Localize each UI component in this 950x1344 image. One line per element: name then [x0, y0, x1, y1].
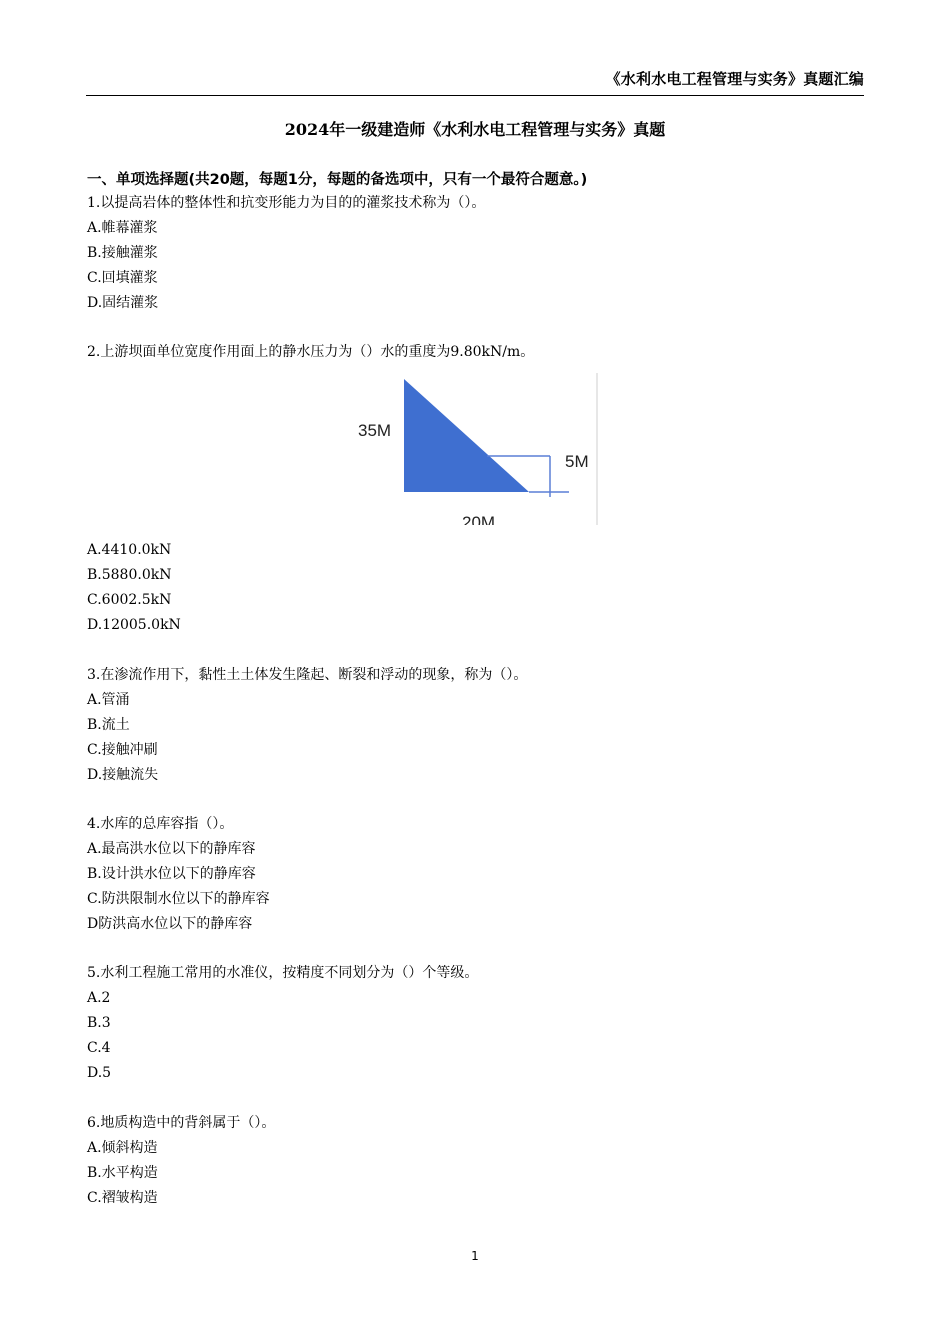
question-6	[87, 1111, 867, 1211]
option-c: C.回填灌浆	[87, 270, 158, 286]
question-stem: 3.在渗流作用下，黏性土土体发生隆起、断裂和浮动的现象，称为（）。	[87, 667, 528, 683]
option-a: A.管涌	[87, 692, 130, 708]
question-3	[87, 663, 867, 788]
page-number: 1	[471, 1249, 479, 1263]
question-stem: 1.以提高岩体的整体性和抗变形能力为目的的灌浆技术称为（）。	[87, 195, 486, 211]
question-stem: 5.水利工程施工常用的水准仪，按精度不同划分为（）个等级。	[87, 965, 479, 981]
question-1	[87, 191, 867, 316]
option-d: D.接触流失	[87, 767, 159, 783]
option-a: A.2	[87, 990, 111, 1006]
option-d: D防洪高水位以下的静库容	[87, 916, 253, 932]
option-a: A.倾斜构造	[87, 1140, 158, 1156]
option-b: B.接触灌浆	[87, 245, 158, 261]
option-c: C.褶皱构造	[87, 1190, 158, 1206]
option-a: A.最高洪水位以下的静库容	[87, 841, 256, 857]
option-d: D.12005.0kN	[87, 617, 181, 633]
header-divider	[86, 95, 864, 96]
question-5	[87, 961, 867, 1086]
option-c: C.6002.5kN	[87, 592, 172, 608]
question-2-options	[87, 538, 867, 638]
option-c: C.防洪限制水位以下的静库容	[87, 891, 270, 907]
option-b: B.流土	[87, 717, 130, 733]
section-heading: 一、单项选择题(共20题，每题1分，每题的备选项中，只有一个最符合题意。)	[87, 172, 588, 188]
option-d: D.固结灌浆	[87, 295, 159, 311]
pressure-triangle	[404, 379, 529, 492]
question-stem: 6.地质构造中的背斜属于（）。	[87, 1115, 276, 1131]
question-stem: 2.上游坝面单位宽度作用面上的静水压力为（）水的重度为9.80kN/m。	[87, 344, 535, 360]
option-b: B.3	[87, 1015, 111, 1031]
option-c: C.4	[87, 1040, 111, 1056]
option-b: B.设计洪水位以下的静库容	[87, 866, 256, 882]
option-c: C.接触冲刷	[87, 742, 158, 758]
label-20m: 20M	[462, 513, 496, 525]
dam-pressure-figure	[354, 373, 599, 525]
option-a: A.帷幕灌浆	[87, 220, 158, 236]
option-b: B.水平构造	[87, 1165, 158, 1181]
option-a: A.4410.0kN	[87, 542, 172, 558]
label-35m: 35M	[358, 421, 392, 440]
document-title: 2024年一级建造师《水利水电工程管理与实务》真题	[284, 120, 666, 139]
question-4	[87, 812, 867, 937]
label-5m: 5M	[565, 452, 589, 471]
running-header-title: 《水利水电工程管理与实务》真题汇编	[605, 70, 864, 88]
question-2	[87, 340, 867, 365]
option-d: D.5	[87, 1065, 112, 1081]
dam-pressure-diagram	[354, 373, 599, 525]
question-stem: 4.水库的总库容指（）。	[87, 816, 234, 832]
option-b: B.5880.0kN	[87, 567, 172, 583]
